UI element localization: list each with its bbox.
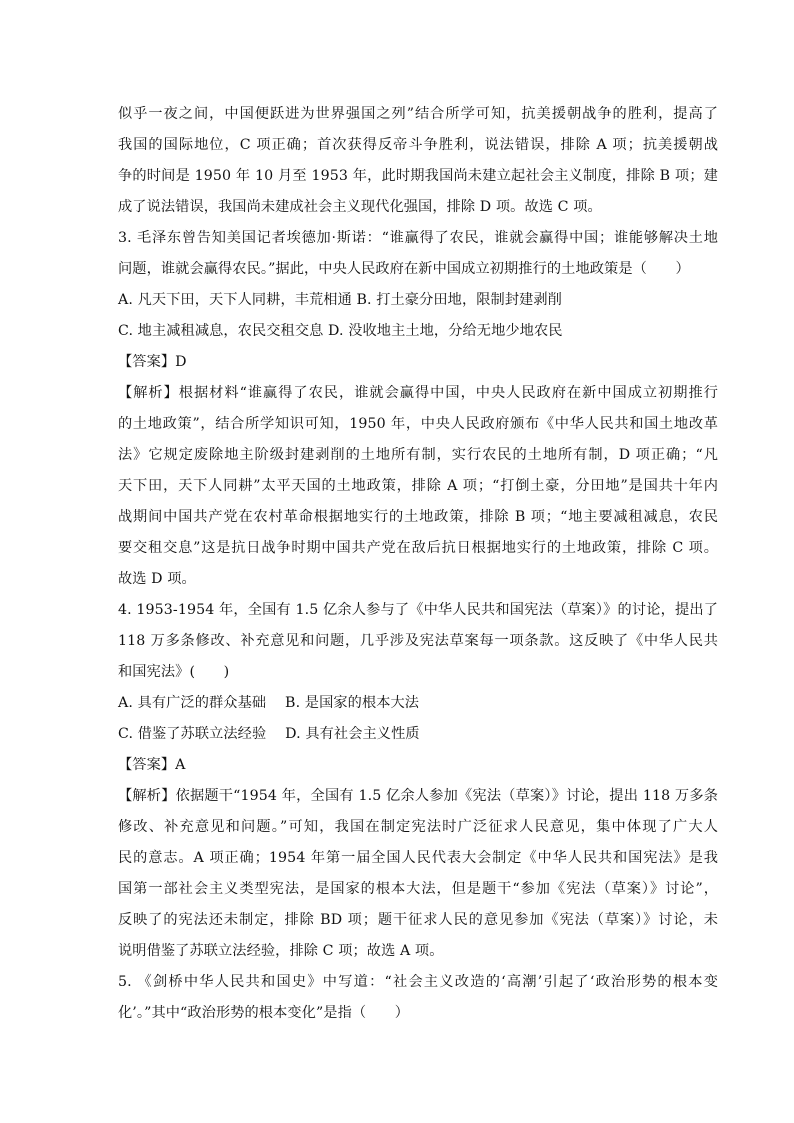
text-line: 我国的国际地位，C 项正确；首次获得反帝斗争胜利，说法错误，排除 A 项；抗美援朝战: [118, 137, 718, 153]
text-line: 成了说法错误，我国尚未建成社会主义现代化强国，排除 D 项。故选 C 项。: [118, 199, 602, 215]
analysis-text: 说明借鉴了苏联立法经验，排除 C 项；故选 A 项。: [118, 943, 444, 959]
analysis-text: 【解析】根据材料“谁赢得了农民，谁就会赢得中国，中央人民政府在新中国成立初期推行: [118, 385, 718, 401]
question-5-stem: 化’。”其中“政治形势的根本变化”是指（ ）: [118, 1005, 410, 1021]
question-4-stem: 118 万多条修改、补充意见和问题，几乎涉及宪法草案每一项条款。这反映了《中华人民共: [118, 633, 718, 649]
analysis-text: 法》它规定废除地主阶级封建剥削的土地所有制，实行农民的土地所有制，D 项正确；“凡: [118, 447, 718, 463]
analysis-text: 要交租交息”这是抗日战争时期中国共产党在敌后抗日根据地实行的土地政策，排除 C 项。: [118, 540, 718, 556]
question-5-stem: 5. 《剑桥中华人民共和国史》中写道：“社会主义改造的‘高潮’引起了‘政治形势的根本变: [118, 974, 718, 990]
text-line: 争的时间是 1950 年 10 月至 1953 年，此时期我国尚未建立起社会主义制度，排除 B 项；建: [118, 168, 718, 184]
question-3-options: A. 凡天下田，天下人同耕，丰荒相通 B. 打土豪分田地，限制封建剥削: [118, 292, 562, 308]
question-4-options: A. 具有广泛的群众基础 B. 是国家的根本大法: [118, 695, 420, 711]
question-4-stem: 4. 1953-1954 年，全国有 1.5 亿余人参与了《中华人民共和国宪法（草案）》的讨论，提出了: [118, 602, 718, 618]
analysis-text: 民的意志。A 项正确；1954 年第一届全国人民代表大会制定《中华人民共和国宪法》是我: [118, 850, 718, 866]
analysis-text: 【解析】依据题干“1954 年，全国有 1.5 亿余人参加《宪法（草案）》讨论，提出 118 万多条: [118, 788, 718, 804]
answer-label: 【答案】D: [118, 354, 187, 370]
analysis-text: 的土地政策”，结合所学知识可知，1950 年，中央人民政府颁布《中华人民共和国土地改革: [118, 416, 718, 432]
text-line: 似乎一夜之间，中国便跃进为世界强国之列”结合所学可知，抗美援朝战争的胜利，提高了: [118, 106, 718, 122]
answer-label: 【答案】A: [118, 757, 186, 773]
analysis-text: 故选 D 项。: [118, 571, 196, 587]
analysis-text: 国第一部社会主义类型宪法，是国家的根本大法，但是题干“参加《宪法（草案）》讨论”，: [118, 881, 718, 897]
question-3-stem: 3. 毛泽东曾告知美国记者埃德加·斯诺：“谁赢得了农民，谁就会赢得中国；谁能够解决土地: [118, 230, 718, 246]
analysis-text: 战期间中国共产党在农村革命根据地实行的土地政策，排除 B 项；“地主要减租减息，农民: [118, 509, 718, 525]
analysis-text: 天下田，天下人同耕”太平天国的土地政策，排除 A 项；“打倒土豪，分田地”是国共十年内: [118, 478, 718, 494]
question-4-options: C. 借鉴了苏联立法经验 D. 具有社会主义性质: [118, 726, 420, 742]
question-3-stem: 问题，谁就会赢得农民。”据此，中央人民政府在新中国成立初期推行的土地政策是（ ）: [118, 261, 690, 277]
analysis-text: 反映了的宪法还未制定，排除 BD 项；题干征求人民的意见参加《宪法（草案）》讨论，未: [118, 912, 718, 928]
analysis-text: 修改、补充意见和问题。”可知，我国在制定宪法时广泛征求人民意见，集中体现了广大人: [118, 819, 718, 835]
question-4-stem: 和国宪法》( ): [118, 664, 230, 680]
question-3-options: C. 地主减租减息，农民交租交息 D. 没收地主土地，分给无地少地农民: [118, 323, 563, 339]
